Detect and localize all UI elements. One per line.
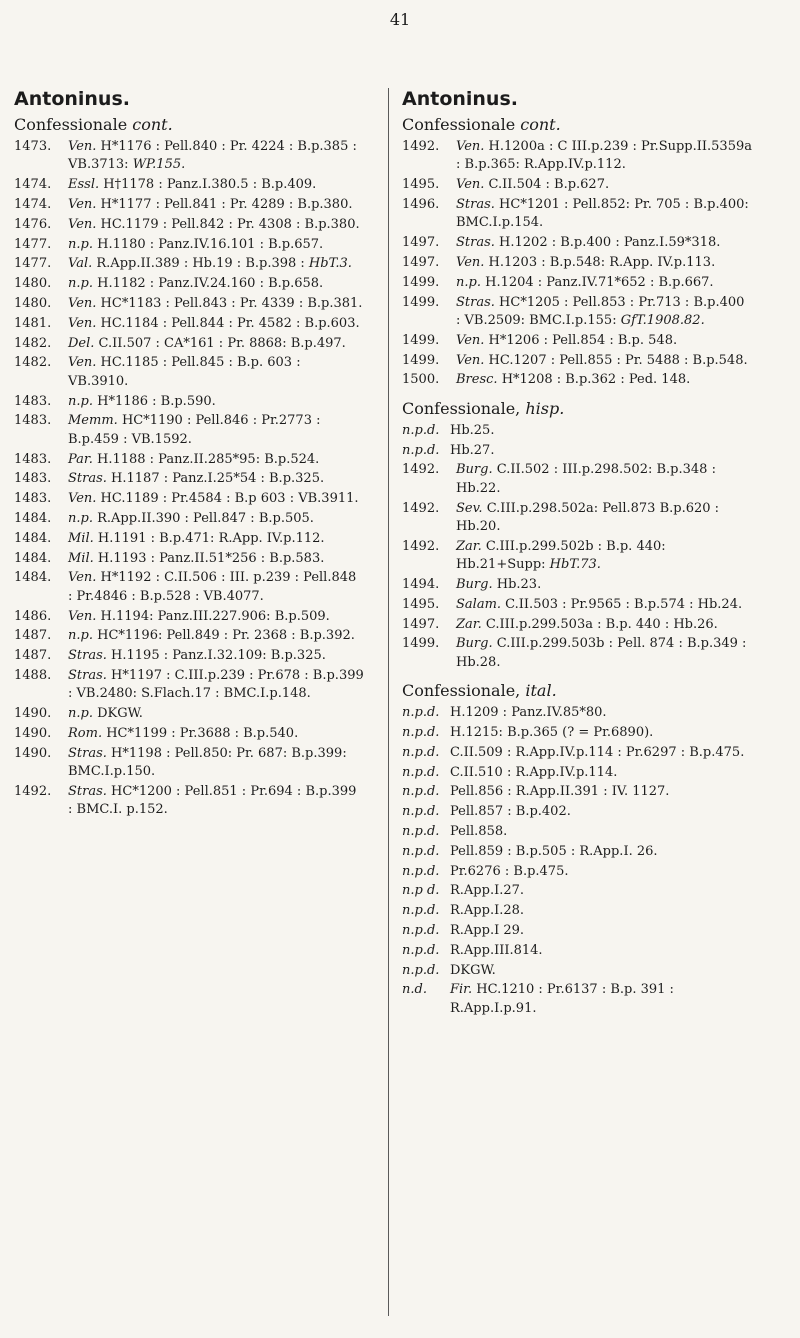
section-title-text: Confessionale, — [402, 681, 521, 701]
entry-year: n.p.d. — [402, 903, 440, 919]
entry-place: Essl. — [68, 177, 100, 193]
catalog-entry — [402, 442, 752, 460]
entry-references: R.App.I 29. — [450, 922, 525, 938]
entry-references: C.II.507 : CA*161 : Pr. 8868: B.p.497. — [98, 335, 346, 351]
column-divider — [388, 88, 389, 1316]
catalog-entry — [14, 295, 364, 313]
catalog-entry — [402, 704, 752, 722]
entry-place: Sev. — [456, 500, 483, 516]
entry-references: H.1209 : Panz.IV.85*80. — [450, 705, 607, 721]
entry-year: 1497. — [402, 616, 440, 632]
entry-place: Ven. — [456, 352, 485, 368]
entry-references: Pell.858. — [450, 823, 508, 839]
entry-place: Ven. — [68, 295, 97, 311]
entry-year: 1492. — [402, 500, 440, 516]
entry-year: n.p.d. — [402, 962, 440, 978]
entry-place: n.p. — [68, 393, 93, 409]
catalog-entry — [14, 176, 364, 194]
entry-place: Mil. — [68, 550, 94, 566]
entry-year: 1487. — [14, 628, 52, 644]
entry-place: Stras. — [68, 667, 107, 683]
entry-year: 1480. — [14, 295, 52, 311]
entry-references: HC*1201 : Pell.852: Pr. 705 : B.p.400: BMC.I.p.154. — [456, 197, 749, 231]
entry-year: 1492. — [14, 783, 52, 799]
entry-place: Stras. — [68, 648, 107, 664]
entry-year: n.p d. — [402, 883, 440, 899]
entry-year: n.p.d. — [402, 725, 440, 740]
entry-references: DKGW. — [97, 706, 143, 722]
entry-extra-reference: WP.155. — [132, 157, 186, 173]
entry-references: Pell.857 : B.p.402. — [450, 804, 571, 820]
entry-references: H*1192 : C.II.506 : III. p.239 : Pell.848 : Pr.4846 : B.p.528 : VB.4077. — [68, 570, 357, 604]
entry-references: H.1202 : B.p.400 : Panz.I.59*318. — [499, 235, 721, 251]
entry-place: Ven. — [68, 197, 97, 212]
catalog-entry — [402, 332, 752, 350]
entry-place: n.p. — [456, 274, 481, 290]
entry-references: HC*1183 : Pell.843 : Pr. 4339 : B.p.381. — [100, 295, 363, 311]
entry-place: n.p. — [68, 706, 93, 722]
entry-year: 1476. — [14, 216, 52, 232]
entry-references: H.1200a : C III.p.239 : Pr.Supp.II.5359a : B.p.365: R.App.IV.p.112. — [456, 139, 752, 173]
entry-references: Hb.27. — [450, 442, 495, 458]
entry-place: Stras. — [68, 471, 107, 487]
catalog-entry — [14, 490, 364, 508]
entry-references: H.1187 : Panz.I.25*54 : B.p.325. — [111, 471, 325, 487]
catalog-entry — [14, 627, 364, 645]
entry-place: Stras. — [456, 197, 495, 212]
entry-references: H*1197 : C.III.p.239 : Pr.678 : B.p.399 : VB.2480: S.Flach.17 : BMC.I.p.148. — [68, 667, 364, 702]
catalog-entry — [14, 725, 364, 743]
entry-place: Ven. — [68, 139, 97, 154]
catalog-entry — [402, 294, 752, 331]
entry-year: n.p.d. — [402, 922, 440, 938]
catalog-entry — [14, 216, 364, 234]
entry-references: C.II.503 : Pr.9565 : B.p.574 : Hb.24. — [505, 596, 743, 612]
left-sections — [14, 114, 364, 820]
entry-year: 1481. — [14, 315, 52, 331]
catalog-entry — [14, 275, 364, 293]
entry-place: Ven. — [456, 139, 485, 154]
catalog-entry — [402, 616, 752, 634]
entry-year: 1492. — [402, 538, 440, 554]
right-sections — [402, 114, 752, 1018]
entry-place: Ven. — [456, 332, 485, 348]
entry-place: Ven. — [68, 315, 97, 331]
catalog-entry — [402, 635, 752, 672]
entry-references: Hb.25. — [450, 422, 495, 438]
catalog-entry — [402, 422, 752, 440]
entry-references: H.1204 : Panz.IV.71*652 : B.p.667. — [485, 274, 714, 290]
entry-references: R.App.I.28. — [450, 903, 525, 919]
entry-year: n.p.d. — [402, 784, 440, 800]
entry-references: H*1208 : B.p.362 : Ped. 148. — [501, 372, 691, 388]
entry-references: C.II.502 : III.p.298.502: B.p.348 : Hb.22. — [456, 462, 716, 496]
entry-extra-reference: HbT.73. — [549, 557, 601, 573]
entry-place: Zar. — [456, 538, 482, 554]
entry-year: n.p.d. — [402, 823, 440, 839]
catalog-entry — [14, 530, 364, 548]
entry-year: 1474. — [14, 177, 52, 193]
section-title-text: Confessionale — [402, 115, 516, 134]
entry-place: Fir. — [450, 982, 473, 998]
entry-year: n.p.d. — [402, 422, 440, 438]
catalog-entry — [402, 196, 752, 233]
catalog-entry — [14, 550, 364, 568]
entry-references: HC.1179 : Pell.842 : Pr. 4308 : B.p.380. — [100, 216, 360, 232]
entry-place: Stras. — [456, 294, 495, 310]
catalog-entry — [14, 745, 364, 782]
section-qualifier: cont. — [132, 115, 173, 134]
right-column — [402, 88, 752, 1020]
catalog-entry — [402, 962, 752, 980]
entry-references: H.1203 : B.p.548: R.App. IV.p.113. — [488, 255, 716, 270]
entry-references: H.1195 : Panz.I.32.109: B.p.325. — [111, 648, 326, 664]
entry-year: 1497. — [402, 255, 440, 270]
catalog-entry — [402, 863, 752, 881]
catalog-entry — [402, 576, 752, 594]
catalog-entry — [14, 138, 364, 175]
entry-references: C.III.p.299.503b : Pell. 874 : B.p.349 : Hb.28. — [456, 636, 747, 670]
entry-references: H.1180 : Panz.IV.16.101 : B.p.657. — [97, 236, 324, 252]
entry-place: Stras. — [68, 783, 107, 799]
entry-place: Ven. — [68, 608, 97, 624]
entry-place: n.p. — [68, 276, 93, 292]
entry-place: Ven. — [456, 177, 485, 193]
entry-year: 1484. — [14, 570, 52, 586]
entry-year: 1490. — [14, 725, 52, 741]
entry-year: 1497. — [402, 235, 440, 251]
entry-year: n.p.d. — [402, 863, 440, 879]
catalog-entry — [402, 274, 752, 292]
catalog-entry — [402, 942, 752, 960]
entry-references: H.1194: Panz.III.227.906: B.p.509. — [100, 608, 330, 624]
entry-year: 1500. — [402, 372, 440, 388]
catalog-entry — [402, 538, 752, 575]
entry-references: HC.1189 : Pr.4584 : B.p 603 : VB.3911. — [100, 491, 359, 507]
entry-place: Ven. — [68, 570, 97, 586]
entry-place: Rom. — [68, 725, 103, 741]
entry-year: 1494. — [402, 577, 440, 592]
entry-references: R.App.II.390 : Pell.847 : B.p.505. — [97, 510, 314, 526]
entry-year: 1499. — [402, 636, 440, 652]
entry-place: Salam. — [456, 596, 502, 612]
section-title — [14, 114, 364, 136]
entry-year: 1490. — [14, 706, 52, 722]
entry-references: DKGW. — [450, 962, 496, 978]
catalog-entry — [14, 393, 364, 411]
entry-references: R.App.III.814. — [450, 942, 543, 958]
catalog-entry — [14, 783, 364, 820]
entry-place: Ven. — [68, 216, 97, 232]
entry-references: C.II.504 : B.p.627. — [488, 177, 610, 193]
catalog-entry — [14, 335, 364, 353]
entry-place: Par. — [68, 451, 93, 467]
entry-place: Memm. — [68, 413, 118, 429]
entry-place: Ven. — [68, 491, 97, 507]
section-qualifier: ital. — [525, 681, 557, 701]
page-number: 41 — [389, 10, 411, 29]
catalog-entry — [402, 461, 752, 498]
entry-references: HC*1190 : Pell.846 : Pr.2773 : B.p.459 : VB.1592. — [68, 413, 321, 447]
catalog-entry — [14, 354, 364, 391]
entry-references: H.1215: B.p.365 (? = Pr.6890). — [450, 725, 654, 740]
entry-year: 1477. — [14, 256, 52, 272]
entry-place: Ven. — [68, 355, 97, 371]
entry-year: n.p.d. — [402, 804, 440, 820]
catalog-entry — [402, 724, 752, 742]
entry-year: 1480. — [14, 276, 52, 292]
entry-year: 1484. — [14, 510, 52, 526]
entry-year: 1490. — [14, 745, 52, 761]
entry-year: 1499. — [402, 274, 440, 290]
entry-references: HC.1207 : Pell.855 : Pr. 5488 : B.p.548. — [488, 352, 748, 368]
entry-year: 1482. — [14, 335, 52, 351]
entry-place: Mil. — [68, 530, 94, 546]
catalog-entry — [402, 176, 752, 194]
catalog-entry — [402, 803, 752, 821]
catalog-entry — [402, 500, 752, 537]
entry-references: C.III.p.299.502b : B.p. 440: Hb.21+Supp: — [456, 538, 666, 573]
entry-references: H.1191 : B.p.471: R.App. IV.p.112. — [97, 530, 325, 546]
catalog-entry — [402, 254, 752, 272]
entry-references: H*1176 : Pell.840 : Pr. 4224 : B.p.385 : VB.3713: — [68, 139, 357, 173]
catalog-entry — [402, 764, 752, 782]
entry-references: H*1206 : Pell.854 : B.p. 548. — [488, 332, 678, 348]
entry-references: C.III.p.298.502a: Pell.873 B.p.620 : Hb.20. — [456, 500, 720, 534]
entry-place: Del. — [68, 335, 95, 351]
entry-references: Pell.856 : R.App.II.391 : IV. 1127. — [450, 784, 670, 800]
catalog-entry — [402, 783, 752, 801]
entry-year: 1486. — [14, 608, 52, 624]
catalog-entry — [14, 569, 364, 606]
section-title-text: Confessionale — [14, 115, 128, 134]
catalog-entry — [402, 352, 752, 370]
catalog-entry — [402, 902, 752, 920]
catalog-entry — [402, 922, 752, 940]
right-column-heading: Antoninus. — [402, 88, 518, 110]
entry-year: n.p.d. — [402, 843, 440, 859]
entry-references: HC*1196: Pell.849 : Pr. 2368 : B.p.392. — [97, 628, 355, 644]
entry-references: H.1182 : Panz.IV.24.160 : B.p.658. — [97, 276, 324, 292]
catalog-entry — [14, 470, 364, 488]
entry-references: Pr.6276 : B.p.475. — [450, 863, 569, 879]
catalog-entry — [14, 510, 364, 528]
catalog-entry — [14, 647, 364, 665]
section-title — [402, 680, 752, 702]
section-title — [402, 398, 752, 420]
entry-year: 1499. — [402, 352, 440, 368]
catalog-entry — [402, 138, 752, 175]
entry-place: Zar. — [456, 616, 482, 632]
entry-references: C.II.510 : R.App.IV.p.114. — [450, 764, 618, 780]
catalog-entry — [14, 451, 364, 469]
entry-references: R.App.I.27. — [450, 883, 525, 899]
catalog-entry — [402, 981, 752, 1018]
entry-place: n.p. — [68, 628, 93, 644]
catalog-entry — [402, 596, 752, 614]
entry-year: 1483. — [14, 491, 52, 507]
entry-year: 1483. — [14, 393, 52, 409]
entry-year: 1482. — [14, 355, 52, 371]
entry-references: R.App.II.389 : Hb.19 : B.p.398 : — [96, 256, 305, 272]
entry-year: 1492. — [402, 462, 440, 478]
entry-place: Burg. — [456, 636, 493, 652]
entry-year: 1474. — [14, 197, 52, 212]
entry-year: 1484. — [14, 530, 52, 546]
entry-place: Stras. — [456, 235, 495, 251]
entry-place: Val. — [68, 256, 93, 272]
entry-place: n.p. — [68, 510, 93, 526]
catalog-entry — [402, 843, 752, 861]
section-title-text: Confessionale, — [402, 398, 521, 418]
entry-place: Stras. — [68, 745, 107, 761]
entry-references: H*1186 : B.p.590. — [97, 393, 216, 409]
entry-year: 1499. — [402, 294, 440, 310]
entry-year: 1487. — [14, 648, 52, 664]
left-column — [14, 88, 364, 821]
entry-year: n.p.d. — [402, 764, 440, 780]
entry-place: Burg. — [456, 577, 493, 592]
section-title — [402, 114, 752, 136]
entry-year: n.p.d. — [402, 705, 440, 721]
entry-year: 1492. — [402, 139, 440, 154]
catalog-entry — [14, 667, 364, 704]
entry-year: 1484. — [14, 550, 52, 566]
entry-year: 1496. — [402, 197, 440, 212]
entry-references: HC.1185 : Pell.845 : B.p. 603 : VB.3910. — [68, 355, 301, 389]
entry-references: H†1178 : Panz.I.380.5 : B.p.409. — [103, 177, 317, 193]
entry-place: Ven. — [456, 255, 485, 270]
entry-references: H.1188 : Panz.II.285*95: B.p.524. — [96, 451, 320, 467]
entry-references: C.III.p.299.503a : B.p. 440 : Hb.26. — [485, 616, 718, 632]
entry-year: 1483. — [14, 471, 52, 487]
entry-references: C.II.509 : R.App.IV.p.114 : Pr.6297 : B.p.475. — [450, 744, 745, 760]
catalog-entry — [14, 255, 364, 273]
catalog-entry — [14, 705, 364, 723]
entry-references: H.1193 : Panz.II.51*256 : B.p.583. — [97, 550, 325, 566]
entry-year: n.p.d. — [402, 442, 440, 458]
catalog-entry — [402, 882, 752, 900]
entry-place: Bresc. — [456, 372, 498, 388]
catalog-entry — [402, 823, 752, 841]
entry-extra-reference: GfT.1908.82. — [620, 313, 705, 328]
entry-references: HC*1205 : Pell.853 : Pr.713 : B.p.400 : VB.2509: BMC.I.p.155: — [456, 294, 745, 328]
catalog-entry — [402, 744, 752, 762]
entry-year: n.d. — [402, 982, 427, 998]
section-qualifier: cont. — [520, 115, 561, 134]
left-column-heading: Antoninus. — [14, 88, 130, 110]
entry-year: 1495. — [402, 596, 440, 612]
entry-references: H*1198 : Pell.850: Pr. 687: B.p.399: BMC.I.p.150. — [68, 745, 347, 780]
catalog-entry — [14, 236, 364, 254]
entry-references: HC.1210 : Pr.6137 : B.p. 391 : R.App.I.p.91. — [450, 982, 674, 1016]
entry-year: 1495. — [402, 177, 440, 193]
entry-year: 1488. — [14, 667, 52, 683]
catalog-entry — [402, 234, 752, 252]
entry-references: HC*1199 : Pr.3688 : B.p.540. — [106, 725, 299, 741]
entry-year: n.p.d. — [402, 744, 440, 760]
catalog-entry — [402, 371, 752, 389]
entry-references: HC.1184 : Pell.844 : Pr. 4582 : B.p.603. — [100, 315, 360, 331]
entry-references: H*1177 : Pell.841 : Pr. 4289 : B.p.380. — [100, 197, 353, 212]
section-qualifier: hisp. — [525, 398, 565, 418]
entry-year: 1483. — [14, 413, 52, 429]
entry-year: n.p.d. — [402, 942, 440, 958]
catalog-entry — [14, 412, 364, 449]
entry-extra-reference: HbT.3. — [308, 256, 352, 272]
entry-year: 1499. — [402, 332, 440, 348]
catalog-entry — [14, 196, 364, 214]
catalog-entry — [14, 608, 364, 626]
entry-year: 1477. — [14, 236, 52, 252]
entry-year: 1483. — [14, 451, 52, 467]
entry-place: n.p. — [68, 236, 93, 252]
entry-references: HC*1200 : Pell.851 : Pr.694 : B.p.399 : BMC.I. p.152. — [68, 783, 357, 818]
catalog-entry — [14, 315, 364, 333]
entry-year: 1473. — [14, 139, 52, 154]
entry-references: Pell.859 : B.p.505 : R.App.I. 26. — [450, 843, 658, 859]
entry-references: Hb.23. — [496, 577, 542, 592]
entry-place: Burg. — [456, 462, 493, 478]
